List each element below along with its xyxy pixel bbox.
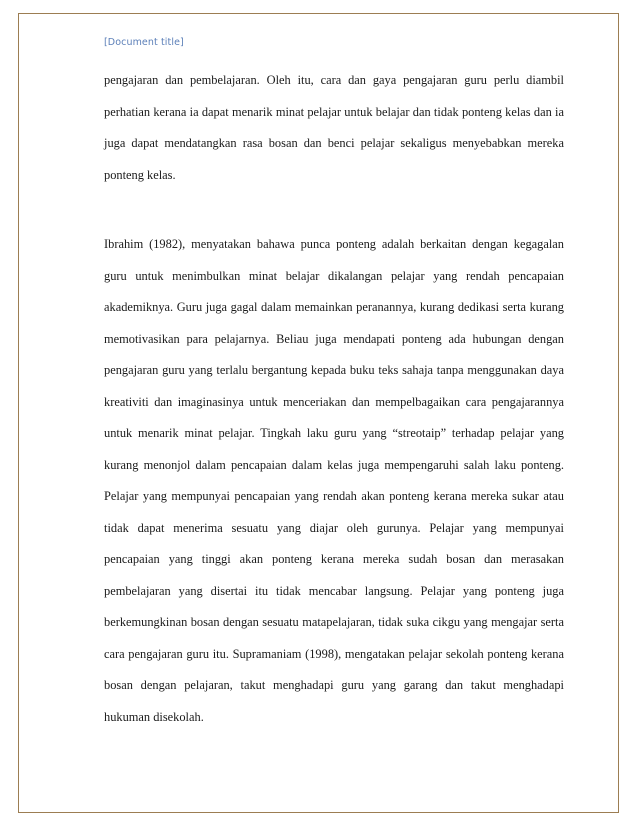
body-paragraph-1: pengajaran dan pembelajaran. Oleh itu, cara dan gaya pengajaran guru perlu diambil perhatian kerana ia dapat menarik minat pelajar untuk belajar dan tidak ponteng kelas dan ia juga dapat mendatangkan rasa bosan dan benci pelajar sekaligus menyebabkan mereka ponteng kelas. <box>104 73 564 182</box>
document-title-header: [Document title] <box>104 37 184 48</box>
body-paragraph-2: Ibrahim (1982), menyatakan bahawa punca ponteng adalah berkaitan dengan kegagalan guru untuk menimbulkan minat belajar dikalangan pelajar yang rendah pencapaian akademiknya. Guru juga gagal dalam memainkan peranannya, kurang dedikasi serta kurang memotivasikan para pelajarnya. Beliau juga mendapati ponteng ada hubungan dengan pengajaran guru yang terlalu bergantung kepada buku teks sahaja tanpa menggunakan daya kreativiti dan imaginasinya untuk menceriakan dan mempelbagaikan cara pengajarannya untuk menarik minat pelajar. Tingkah laku guru yang “streotaip” terhadap pelajar yang kurang menonjol dalam pencapaian dalam kelas juga mempengaruhi salah laku ponteng. Pelajar yang mempunyai pencapaian yang rendah akan ponteng kerana mereka sukar atau tidak dapat menerima sesuatu yang diajar oleh gurunya. Pelajar yang mempunyai pencapaian yang tinggi akan ponteng kerana mereka sudah bosan dan merasakan pembelajaran yang disertai itu tidak mencabar langsung. Pelajar yang ponteng juga berkemungkinan bosan dengan sesuatu matapelajaran, tidak suka cikgu yang mengajar serta cara pengajaran guru itu. Supramaniam (1998), mengatakan pelajar sekolah ponteng kerana bosan dengan pelajaran, takut menghadapi guru yang garang dan takut menghadapi hukuman disekolah. <box>104 237 564 724</box>
